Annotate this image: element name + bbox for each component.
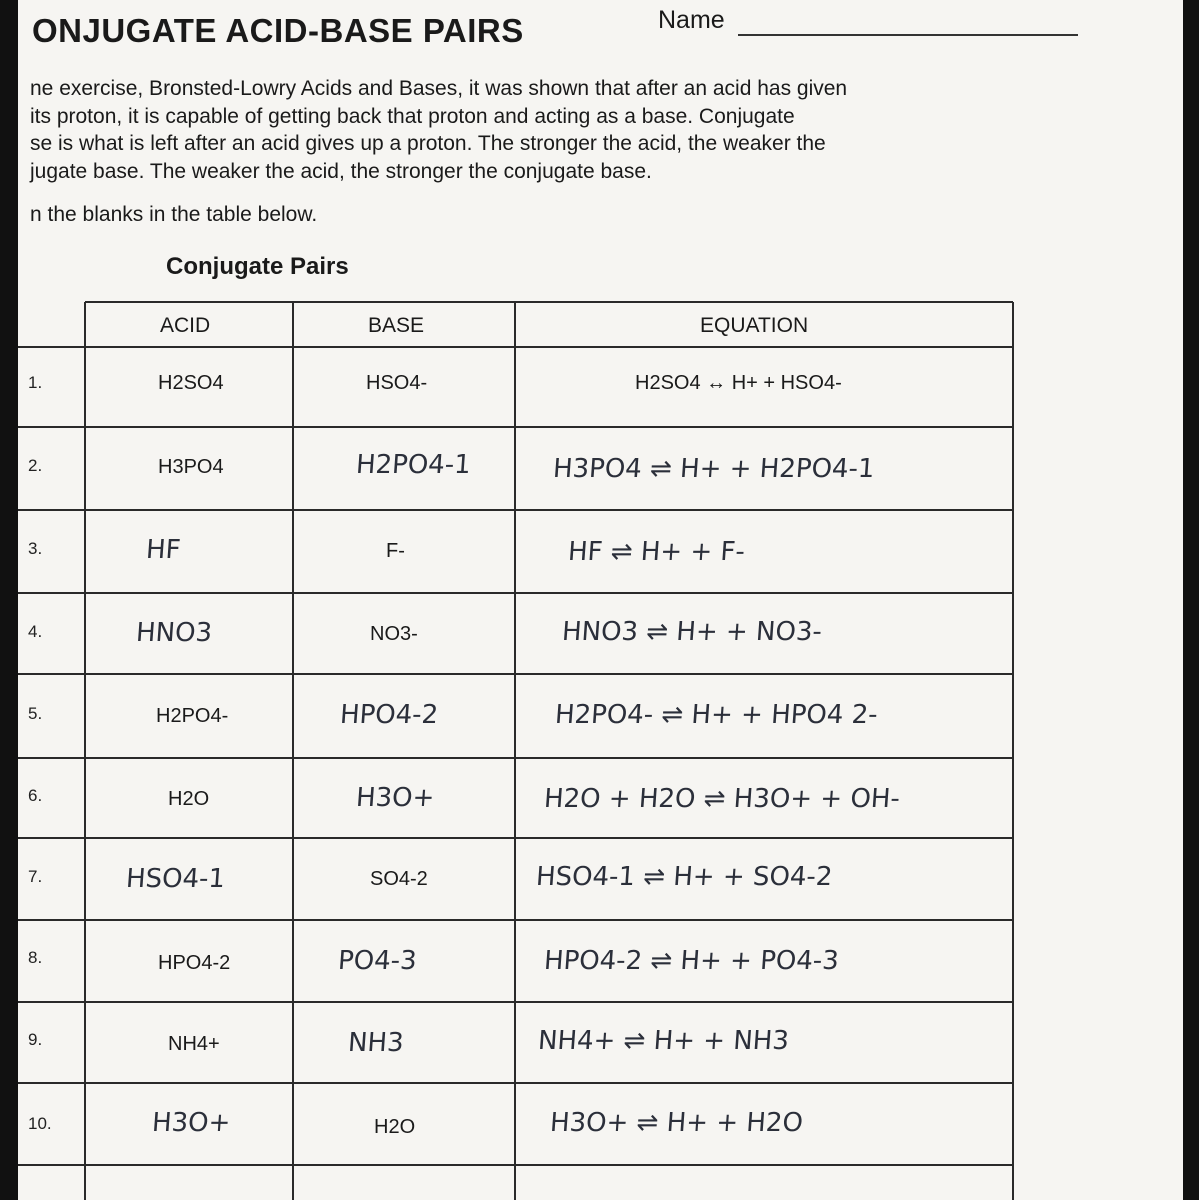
worksheet-title: ONJUGATE ACID-BASE PAIRS xyxy=(32,12,524,49)
base-cell-handwritten: H2PO4-1 xyxy=(354,450,472,480)
row-number: 3. xyxy=(28,539,43,558)
row-number: 8. xyxy=(28,948,43,967)
acid-cell: H3PO4 xyxy=(158,456,224,478)
acid-cell-handwritten: H3O+ xyxy=(150,1108,232,1138)
equation-cell-handwritten: H2PO4- ⇌ H+ + HPO4 2- xyxy=(553,700,879,730)
equation-cell-handwritten: HSO4-1 ⇌ H+ + SO4-2 xyxy=(534,862,834,892)
equation-cell-handwritten: HPO4-2 ⇌ H+ + PO4-3 xyxy=(542,946,840,976)
acid-cell: HPO4-2 xyxy=(158,952,231,974)
equation-cell: H2SO4 ↔ H+ + HSO4- xyxy=(635,372,842,394)
intro-line: ne exercise, Bronsted-Lowry Acids and Bases, it was shown that after an acid has given xyxy=(30,77,848,100)
acid-cell: H2SO4 xyxy=(158,372,224,394)
row-number: 5. xyxy=(28,704,43,723)
base-cell-handwritten: NH3 xyxy=(346,1028,405,1058)
instruction-text: n the blanks in the table below. xyxy=(30,203,318,226)
row-number: 6. xyxy=(28,786,43,805)
acid-cell-handwritten: HSO4-1 xyxy=(124,864,227,894)
equation-cell-handwritten: NH4+ ⇌ H+ + NH3 xyxy=(536,1026,790,1056)
base-cell: SO4-2 xyxy=(370,868,428,890)
intro-line: its proton, it is capable of getting back that proton and acting as a base. Conjugate xyxy=(30,104,795,128)
intro-line: se is what is left after an acid gives up a proton. The stronger the acid, the weaker the xyxy=(30,132,826,155)
equation-cell-handwritten: H3PO4 ⇌ H+ + H2PO4-1 xyxy=(551,454,876,484)
acid-cell: H2PO4- xyxy=(156,705,229,727)
row-number: 1. xyxy=(28,373,43,392)
header-acid: ACID xyxy=(160,314,211,337)
row-number: 9. xyxy=(28,1030,43,1049)
header-base: BASE xyxy=(368,314,425,337)
row-number: 4. xyxy=(28,622,43,641)
base-cell-handwritten: HPO4-2 xyxy=(338,700,440,730)
equation-cell-handwritten: HF ⇌ H+ + F- xyxy=(566,537,746,567)
base-cell: HSO4- xyxy=(366,372,428,394)
row-number: 10. xyxy=(28,1114,52,1133)
acid-cell-handwritten: HF xyxy=(144,535,182,565)
base-cell: H2O xyxy=(374,1116,416,1138)
intro-line: jugate base. The weaker the acid, the stronger the conjugate base. xyxy=(30,159,652,183)
base-cell: NO3- xyxy=(370,623,418,645)
intro-paragraph xyxy=(30,75,1060,185)
base-cell-handwritten: PO4-3 xyxy=(336,946,418,976)
header-equation: EQUATION xyxy=(700,314,809,337)
name-blank-line xyxy=(738,34,1078,36)
equation-cell-handwritten: H3O+ ⇌ H+ + H2O xyxy=(548,1108,804,1138)
section-title: Conjugate Pairs xyxy=(166,253,349,280)
row-number: 2. xyxy=(28,456,43,475)
base-cell: F- xyxy=(386,540,405,562)
row-number: 7. xyxy=(28,867,43,886)
name-label: Name xyxy=(658,6,725,34)
worksheet-page xyxy=(18,0,1183,1200)
base-cell-handwritten: H3O+ xyxy=(354,783,436,813)
equation-cell-handwritten: HNO3 ⇌ H+ + NO3- xyxy=(560,617,823,647)
acid-cell-handwritten: HNO3 xyxy=(134,618,214,648)
acid-cell: H2O xyxy=(168,788,210,810)
equation-cell-handwritten: H2O + H2O ⇌ H3O+ + OH- xyxy=(542,784,901,814)
acid-cell: NH4+ xyxy=(168,1033,220,1055)
